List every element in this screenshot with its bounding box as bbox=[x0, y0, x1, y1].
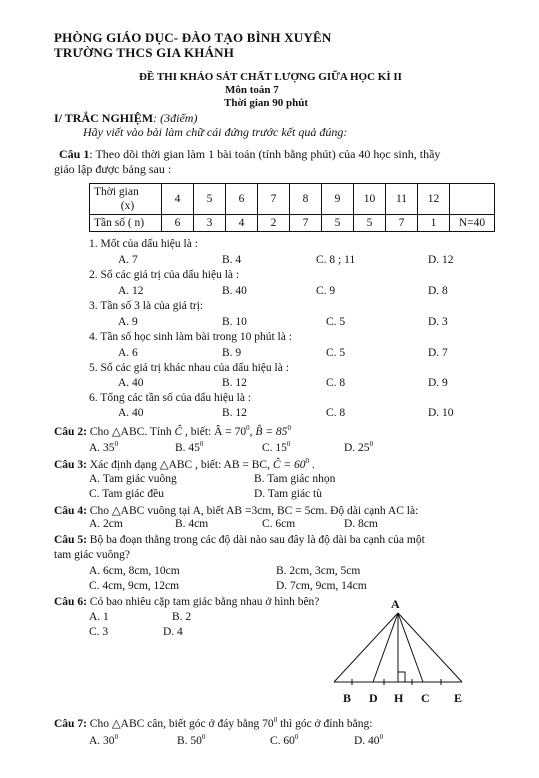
q2-sep: , bbox=[249, 426, 256, 438]
q2-option-b-text: B. 45 bbox=[175, 441, 200, 454]
q4-text bbox=[54, 503, 418, 517]
table-total: N=40 bbox=[450, 215, 495, 232]
table-cell: 2 bbox=[258, 215, 290, 232]
q6-text bbox=[54, 596, 319, 608]
label-a: A bbox=[391, 597, 400, 611]
table-cell: 5 bbox=[354, 215, 386, 232]
q1-sub5-option-c: C. 8 bbox=[326, 377, 346, 389]
q2-triangle: △ABC bbox=[111, 426, 145, 438]
q1-sub2-question: 2. Số các giá trị của dấu hiệu là : bbox=[89, 269, 240, 281]
q4-text-a: Cho bbox=[86, 505, 112, 517]
frequency-table bbox=[89, 183, 495, 232]
q1-sub4-option-c: C. 5 bbox=[326, 347, 346, 359]
table-cell: 7 bbox=[290, 215, 322, 232]
table-row-n bbox=[90, 215, 495, 232]
table-cell: 3 bbox=[194, 215, 226, 232]
q2-text-c: , biết: bbox=[182, 426, 215, 438]
q3-cond: Ĉ = 60 bbox=[272, 459, 306, 471]
q1-sub5-option-a: A. 40 bbox=[118, 377, 144, 389]
q1-sub1-option-a: A. 7 bbox=[118, 254, 138, 266]
q2-option-d-text: D. 25 bbox=[344, 441, 370, 454]
q2-angle-b: B̂ = 85 bbox=[255, 426, 288, 438]
q3-label: Câu 3: bbox=[54, 459, 87, 471]
q1-sub6-option-d: D. 10 bbox=[428, 407, 454, 419]
q7-option-d-text: D. 40 bbox=[354, 734, 380, 747]
q7-text-a: Cho bbox=[86, 718, 112, 730]
q1-sub6-option-c: C. 8 bbox=[326, 407, 346, 419]
segment-ae bbox=[398, 613, 462, 682]
label-b: B bbox=[343, 691, 352, 705]
q2-option-b bbox=[175, 440, 203, 454]
table-header-x-a: Thời gian bbox=[94, 186, 139, 198]
q7-option-b bbox=[177, 733, 205, 747]
table-cell: 9 bbox=[322, 184, 354, 215]
q1-sub2-option-b: B. 40 bbox=[222, 285, 247, 297]
q2-text bbox=[54, 424, 291, 438]
q5-option-b: B. 2cm, 3cm, 5cm bbox=[276, 565, 361, 577]
q3-end: . bbox=[309, 459, 315, 471]
table-cell: 5 bbox=[322, 215, 354, 232]
q3-text-b: , biết: AB = BC, bbox=[192, 459, 273, 471]
q1-sub2-option-a: A. 12 bbox=[118, 285, 144, 297]
q5-option-c: C. 4cm, 9cm, 12cm bbox=[89, 580, 180, 592]
label-h: H bbox=[394, 691, 404, 705]
q7-option-c-text: C. 60 bbox=[270, 734, 295, 747]
q4-text-b: vuông tại A, biết AB =3cm, BC = 5cm. Độ dài cạnh AC là: bbox=[144, 505, 419, 517]
table-cell: 7 bbox=[386, 215, 418, 232]
q7-option-c-deg: 0 bbox=[294, 733, 299, 741]
q1-sub6-option-b: B. 12 bbox=[222, 407, 247, 419]
q7-option-c bbox=[270, 733, 298, 747]
exam-time: Thời gian 90 phút bbox=[224, 97, 309, 109]
section-points: : (3điểm) bbox=[153, 111, 198, 125]
q1-sub6-question: 6. Tổng các tần số của dấu hiệu là : bbox=[89, 392, 252, 404]
section-heading bbox=[54, 111, 197, 126]
segment-ab bbox=[334, 613, 398, 682]
q7-text bbox=[54, 716, 372, 730]
table-cell: 6 bbox=[162, 215, 194, 232]
triangle-figure bbox=[330, 595, 480, 710]
q4-option-c: C. 6cm bbox=[262, 518, 296, 530]
q1-sub1-question: 1. Mốt của dấu hiệu là : bbox=[89, 238, 198, 250]
table-cell-empty bbox=[450, 184, 495, 215]
q3-option-a: A. Tam giác vuông bbox=[89, 473, 177, 485]
q3-option-d: D. Tam giác tù bbox=[254, 488, 322, 500]
q2-option-a bbox=[89, 440, 118, 454]
q6-text-a: Có bao nhiêu cặp tam giác bằng nhau ở hình bên? bbox=[86, 596, 320, 608]
q7-option-d-deg: 0 bbox=[379, 733, 384, 741]
q2-option-c-text: C. 15 bbox=[262, 441, 287, 454]
q2-deg-a: 0 bbox=[246, 424, 250, 433]
school-name-header: TRƯỜNG THCS GIA KHÁNH bbox=[54, 45, 235, 60]
q2-option-a-deg: 0 bbox=[114, 440, 119, 448]
q5-label: Câu 5: bbox=[54, 534, 87, 546]
q7-text-c: thì góc ở đỉnh bằng: bbox=[277, 718, 373, 730]
q1-sub5-option-d: D. 9 bbox=[428, 377, 448, 389]
q2-text-b: . Tính bbox=[144, 426, 175, 438]
q1-sub2-option-c: C. 9 bbox=[316, 285, 336, 297]
label-d: D bbox=[369, 691, 378, 705]
q1-sub3-option-c: C. 5 bbox=[326, 316, 346, 328]
q1-sub1-option-b: B. 4 bbox=[222, 254, 242, 266]
section-title: I/ TRẮC NGHIỆM bbox=[54, 111, 154, 125]
q2-angle-a: Â = 70 bbox=[214, 426, 247, 438]
q1-text-line2: giáo lập được bảng sau : bbox=[54, 162, 172, 176]
q3-text-a: Xác định dạng bbox=[86, 459, 160, 471]
q6-option-c: C. 3 bbox=[89, 626, 109, 638]
q1-sub5-question: 5. Số các giá trị khác nhau của dấu hiệu là : bbox=[89, 362, 289, 374]
q2-option-b-deg: 0 bbox=[199, 440, 204, 448]
q6-option-b: B. 2 bbox=[172, 611, 192, 623]
q2-option-c bbox=[262, 440, 290, 454]
table-cell: 11 bbox=[386, 184, 418, 215]
q2-option-d bbox=[344, 440, 373, 454]
table-cell: 7 bbox=[258, 184, 290, 215]
table-cell: 4 bbox=[162, 184, 194, 215]
school-dept-header: PHÒNG GIÁO DỤC- ĐÀO TẠO BÌNH XUYÊN bbox=[54, 30, 332, 45]
segment-ad bbox=[373, 613, 398, 682]
q2-label: Câu 2: bbox=[54, 426, 87, 438]
q5-option-a: A. 6cm, 8cm, 10cm bbox=[89, 565, 180, 577]
table-header-x-b: (x) bbox=[120, 200, 135, 212]
q1-sub1-option-d: D. 12 bbox=[428, 254, 454, 266]
table-header-n: Tần số ( n) bbox=[90, 215, 162, 232]
q1-sub3-option-d: D. 3 bbox=[428, 316, 448, 328]
q5-option-d: D. 7cm, 9cm, 14cm bbox=[276, 580, 367, 592]
q2-deg-b: 0 bbox=[287, 424, 291, 433]
q3-deg: 0 bbox=[305, 457, 310, 466]
q2-option-c-deg: 0 bbox=[286, 440, 291, 448]
table-cell: 8 bbox=[290, 184, 322, 215]
q7-option-a bbox=[89, 733, 118, 747]
q5-text-a: Bộ ba đoạn thẳng trong các độ dài nào sau đây là độ dài ba cạnh của một bbox=[86, 534, 425, 546]
q7-triangle: △ABC bbox=[111, 718, 145, 730]
q4-option-b: B. 4cm bbox=[175, 518, 209, 530]
q1-sub3-option-b: B. 10 bbox=[222, 316, 247, 328]
q3-option-c: C. Tam giác đều bbox=[89, 488, 164, 500]
q7-option-d bbox=[354, 733, 383, 747]
q3-text bbox=[54, 457, 315, 471]
section-instruction: Hãy viết vào bài làm chữ cái đứng trước kết quả đúng: bbox=[83, 125, 348, 139]
q1-text-a: : Theo dõi thời gian làm 1 bài toán (tính bằng phút) của 40 học sinh, thầy bbox=[89, 147, 441, 161]
q7-option-b-text: B. 50 bbox=[177, 734, 202, 747]
q7-text-b: cân, biết góc ở đáy bằng 70 bbox=[144, 718, 274, 730]
q1-sub2-option-d: D. 8 bbox=[428, 285, 448, 297]
q1-sub4-option-b: B. 9 bbox=[222, 347, 242, 359]
q1-sub4-option-d: D. 7 bbox=[428, 347, 448, 359]
q3-triangle: △ABC bbox=[159, 459, 193, 471]
q2-text-a: Cho bbox=[86, 426, 112, 438]
q1-sub1-option-c: C. 8 ; 11 bbox=[316, 254, 356, 266]
q1-sub3-option-a: A. 9 bbox=[118, 316, 138, 328]
q1-sub4-question: 4. Tần số học sinh làm bài trong 10 phút là : bbox=[89, 331, 292, 343]
table-cell: 12 bbox=[418, 184, 450, 215]
exam-subject: Môn toán 7 bbox=[225, 84, 279, 96]
q3-option-b: B. Tam giác nhọn bbox=[254, 473, 336, 485]
q6-option-a: A. 1 bbox=[89, 611, 109, 623]
q7-option-a-text: A. 30 bbox=[89, 734, 115, 747]
q2-option-a-text: A. 35 bbox=[89, 441, 115, 454]
exam-title: ĐỀ THI KHẢO SÁT CHẤT LƯỢNG GIỮA HỌC KÌ II bbox=[139, 71, 402, 83]
q1-sub5-option-b: B. 12 bbox=[222, 377, 247, 389]
table-row-x bbox=[90, 184, 495, 215]
table-header-x bbox=[90, 184, 162, 215]
q4-option-d: D. 8cm bbox=[344, 518, 378, 530]
table-cell: 4 bbox=[226, 215, 258, 232]
q1-sub4-option-a: A. 6 bbox=[118, 347, 138, 359]
label-c: C bbox=[421, 691, 430, 705]
table-cell: 5 bbox=[194, 184, 226, 215]
q1-sub3-question: 3. Tần số 3 là của giá trị: bbox=[89, 300, 204, 312]
q4-triangle: △ABC bbox=[111, 505, 145, 517]
q5-text-line2: tam giác vuông? bbox=[54, 549, 131, 561]
q4-option-a: A. 2cm bbox=[89, 518, 123, 530]
q7-label: Câu 7: bbox=[54, 718, 87, 730]
q1-label: Câu 1 bbox=[59, 147, 90, 161]
q5-text-line1 bbox=[54, 534, 425, 546]
q6-label: Câu 6: bbox=[54, 596, 87, 608]
right-angle-mark bbox=[398, 672, 405, 682]
q4-label: Câu 4: bbox=[54, 505, 87, 517]
table-cell: 1 bbox=[418, 215, 450, 232]
q7-option-b-deg: 0 bbox=[201, 733, 206, 741]
q7-option-a-deg: 0 bbox=[114, 733, 119, 741]
q6-option-d: D. 4 bbox=[163, 626, 183, 638]
q2-option-d-deg: 0 bbox=[369, 440, 374, 448]
q1-text-line1 bbox=[59, 147, 440, 162]
table-cell: 6 bbox=[226, 184, 258, 215]
label-e: E bbox=[454, 691, 463, 705]
q2-angle-c: Ĉ bbox=[174, 426, 183, 438]
q1-sub6-option-a: A. 40 bbox=[118, 407, 144, 419]
table-cell: 10 bbox=[354, 184, 386, 215]
q7-deg: 0 bbox=[273, 716, 278, 725]
